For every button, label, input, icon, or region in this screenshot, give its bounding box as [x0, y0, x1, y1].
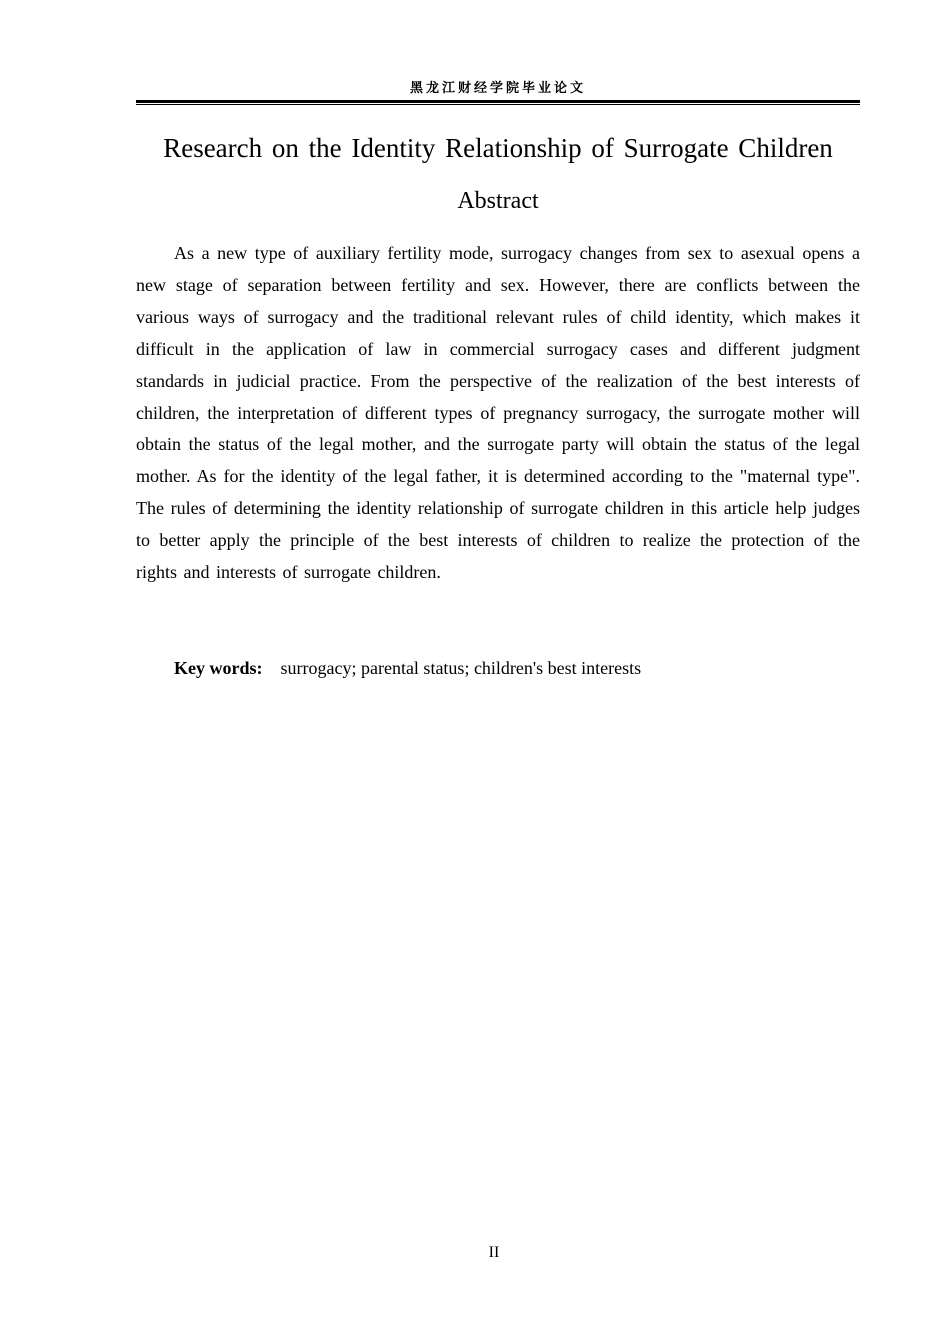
- page-header-institution: 黑龙江财经学院毕业论文: [409, 81, 586, 96]
- abstract-body: As a new type of auxiliary fertility mode, surrogacy changes from sex to asexual opens a new stage of separation between fertility and sex. However, there are conflicts between the various ways of surrogacy and the traditional relevant rules of child identity, which makes it difficult in the application of law in commercial surrogacy cases and different judgment standards in judicial practice. From the perspective of the realization of the best interests of children, the interpretation of different types of pregnancy surrogacy, the surrogate mother will obtain the status of the legal mother, and the surrogate party will obtain the status of the legal mother. As for the identity of the legal father, it is determined according to the "maternal type". The rules of determining the identity relationship of surrogate children in this article help judges to better apply the principle of the best interests of children to realize the protection of the rights and interests of surrogate children.: [136, 243, 860, 583]
- header-rule-thin: [136, 104, 860, 105]
- keywords-line: [174, 655, 860, 681]
- abstract-heading: Abstract: [457, 188, 539, 214]
- keywords-spacer: [267, 658, 276, 678]
- paper-title: Research on the Identity Relationship of Surrogate Children: [163, 133, 833, 163]
- page-number: II: [488, 1244, 500, 1261]
- keywords-value: surrogacy; parental status; children's best interests: [280, 658, 642, 678]
- keywords-label: Key words:: [174, 658, 263, 678]
- header-rule-thick: [136, 100, 860, 103]
